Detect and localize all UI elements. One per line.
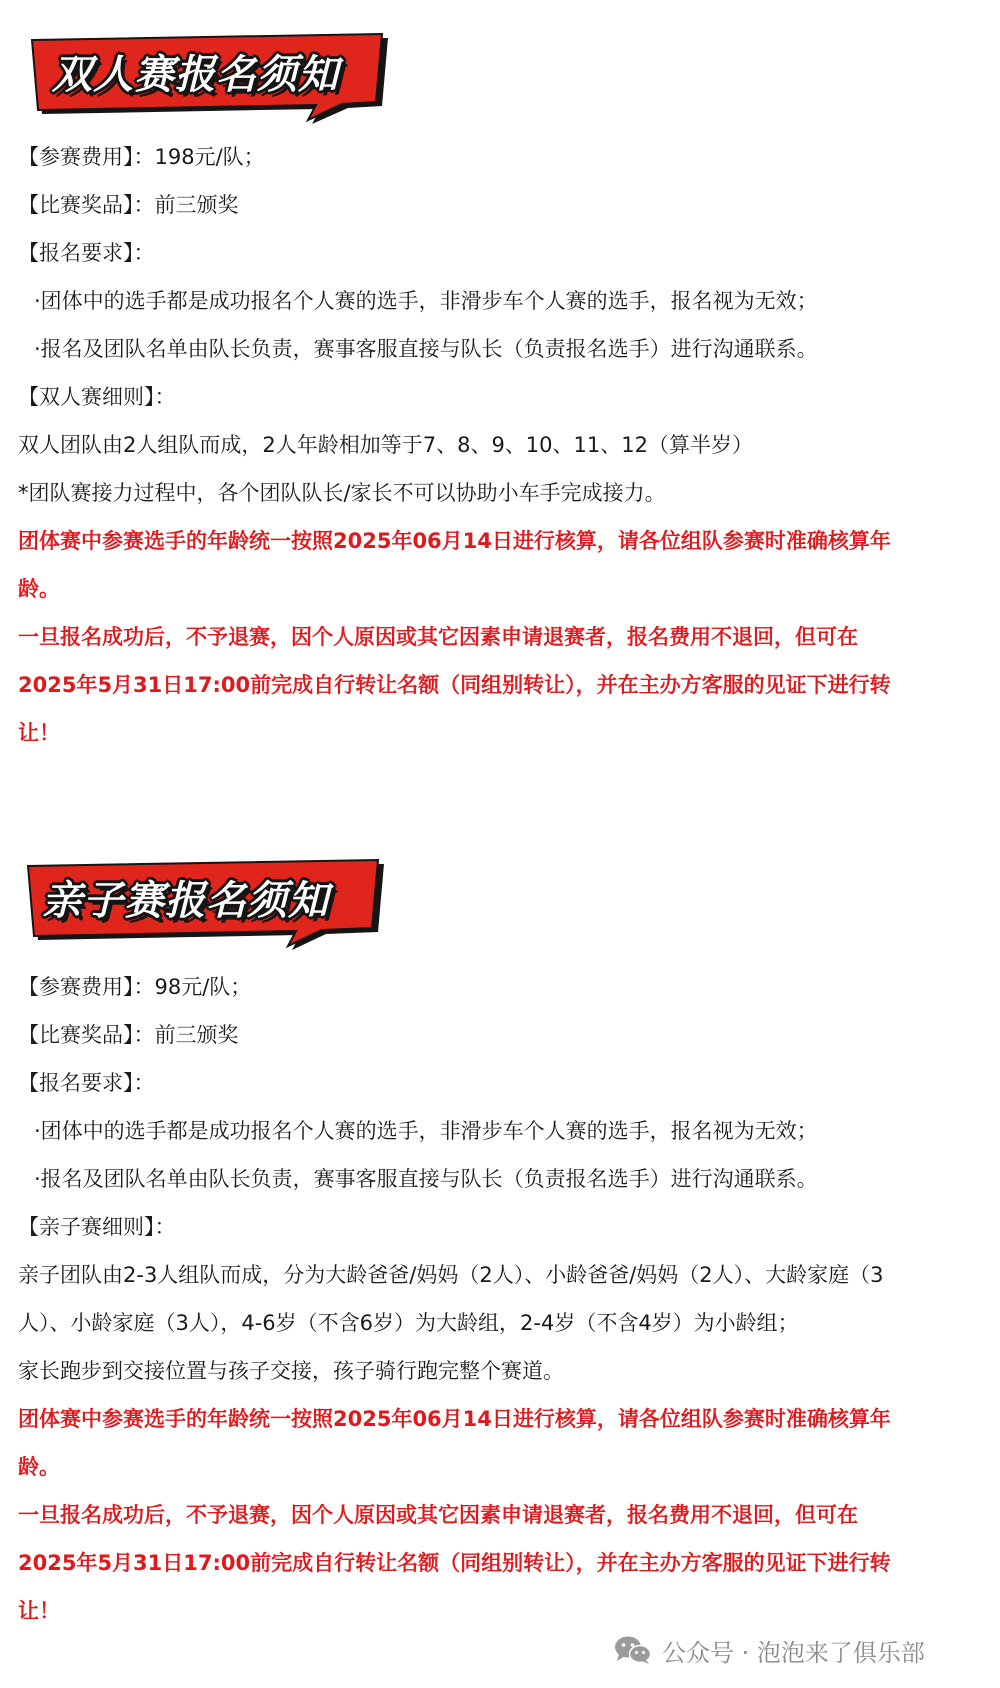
parent-prize: 【比赛奖品】：前三颁奖 [18,1023,239,1047]
duo-requirement-item: ·团体中的选手都是成功报名个人赛的选手，非滑步车个人赛的选手，报名视为无效； [34,289,818,313]
parent-requirement-item: ·团体中的选手都是成功报名个人赛的选手，非滑步车个人赛的选手，报名视为无效； [34,1119,818,1143]
duo-fee: 【参赛费用】：198元/队； [18,145,265,169]
parent-refund-notice: 让！ [18,1599,60,1623]
duo-rules-line: 双人团队由2人组队而成，2人年龄相加等于7、8、9、10、11、12（算半岁） [18,433,753,457]
duo-requirement-item: ·报名及团队名单由队长负责，赛事客服直接与队长（负责报名选手）进行沟通联系。 [34,337,818,361]
duo-refund-notice: 2025年5月31日17:00前完成自行转让名额（同组别转让），并在主办方客服的见证下进行转 [18,673,891,697]
duo-requirements-label: 【报名要求】： [18,241,155,265]
parent-requirements-label: 【报名要求】： [18,1071,155,1095]
duo-refund-notice: 让！ [18,721,60,745]
parent-rules-label: 【亲子赛细则】： [18,1215,176,1239]
parent-refund-notice: 2025年5月31日17:00前完成自行转让名额（同组别转让），并在主办方客服的见证下进行转 [18,1551,891,1575]
duo-title-banner [30,34,390,114]
parent-fee: 【参赛费用】：98元/队； [18,975,252,999]
parent-refund-notice: 一旦报名成功后，不予退赛，因个人原因或其它因素申请退赛者，报名费用不退回，但可在 [18,1503,858,1527]
duo-rules-label: 【双人赛细则】： [18,385,176,409]
parent-title-banner [26,860,386,940]
duo-title: 双人赛报名须知 [52,52,339,98]
parent-age-notice: 龄。 [18,1455,60,1479]
watermark-text: 公众号 · 泡泡来了俱乐部 [662,1638,925,1667]
parent-rules-line: 家长跑步到交接位置与孩子交接，孩子骑行跑完整个赛道。 [18,1359,564,1383]
parent-rules-line: 人）、小龄家庭（3人），4-6岁（不含6岁）为大龄组，2-4岁（不含4岁）为小龄组； [18,1311,799,1335]
parent-age-notice: 团体赛中参赛选手的年龄统一按照2025年06月14日进行核算，请各位组队参赛时准确核算年 [18,1407,891,1431]
duo-age-notice: 龄。 [18,577,60,601]
parent-requirement-item: ·报名及团队名单由队长负责，赛事客服直接与队长（负责报名选手）进行沟通联系。 [34,1167,818,1191]
duo-rules-line: *团队赛接力过程中，各个团队队长/家长不可以协助小车手完成接力。 [18,481,666,505]
parent-rules-line: 亲子团队由2-3人组队而成，分为大龄爸爸/妈妈（2人）、小龄爸爸/妈妈（2人）、大龄家庭（3 [18,1263,884,1287]
duo-age-notice: 团体赛中参赛选手的年龄统一按照2025年06月14日进行核算，请各位组队参赛时准确核算年 [18,529,891,553]
duo-refund-notice: 一旦报名成功后，不予退赛，因个人原因或其它因素申请退赛者，报名费用不退回，但可在 [18,625,858,649]
watermark [614,1630,925,1670]
parent-title: 亲子赛报名须知 [42,878,329,924]
duo-prize: 【比赛奖品】：前三颁奖 [18,193,239,217]
wechat-icon [614,1635,652,1665]
